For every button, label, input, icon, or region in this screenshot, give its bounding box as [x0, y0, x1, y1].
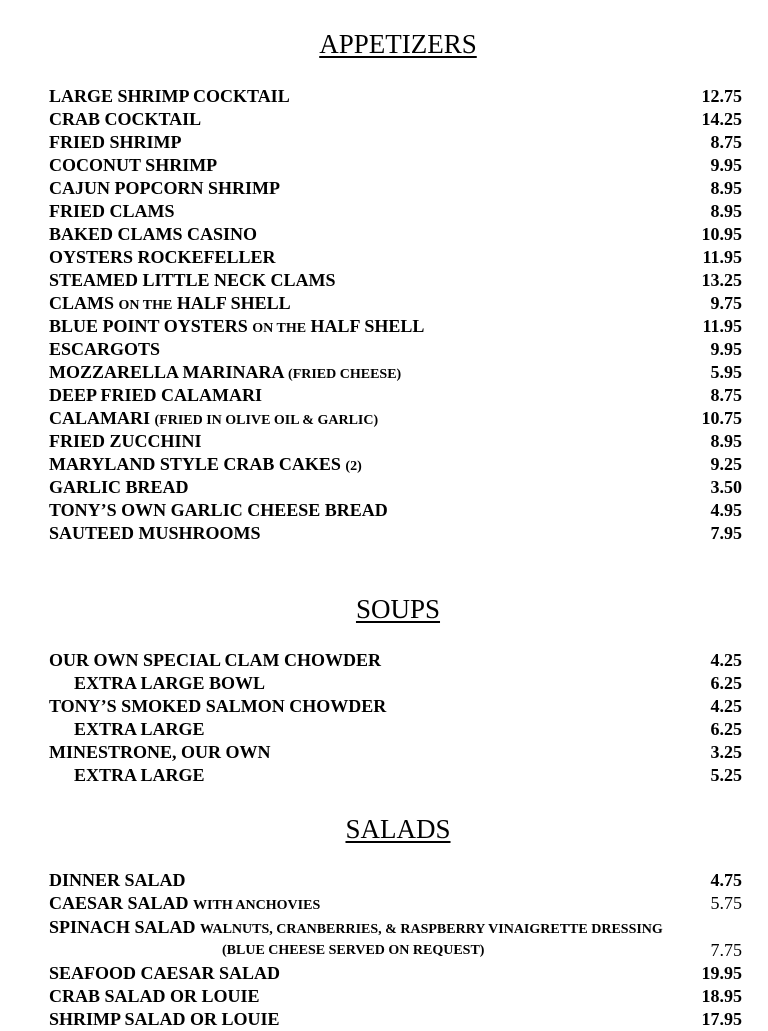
item-name: ESCARGOTS: [49, 339, 161, 359]
menu-item: [49, 869, 742, 892]
item-price: 10.75: [701, 408, 742, 428]
menu-item: [49, 292, 742, 315]
item-price: 9.95: [710, 155, 742, 175]
item-price: 8.75: [710, 132, 742, 152]
item-price: 6.25: [710, 673, 742, 693]
item-name: DINNER SALAD: [49, 870, 186, 890]
item-name: TONY’S OWN GARLIC CHEESE BREAD: [49, 500, 388, 520]
salads-heading: SALADS: [345, 814, 451, 844]
menu-item: [49, 718, 742, 741]
menu-item: [49, 764, 742, 787]
menu-item: [49, 338, 742, 361]
item-name: CRAB SALAD OR LOUIE: [49, 986, 260, 1006]
item-name: CRAB COCKTAIL: [49, 109, 202, 129]
menu-item: [49, 522, 742, 545]
soups-heading: SOUPS: [355, 594, 441, 624]
item-price: 9.95: [710, 339, 742, 359]
item-price: 5.95: [710, 362, 742, 382]
item-name: CAESAR SALAD WITH ANCHOVIES: [49, 893, 321, 913]
menu-item: [49, 407, 742, 430]
menu-item: [49, 177, 742, 200]
item-name: SAUTEED MUSHROOMS: [49, 523, 261, 543]
menu-item: [49, 131, 742, 154]
item-name: STEAMED LITTLE NECK CLAMS: [49, 270, 336, 290]
item-name: GARLIC BREAD: [49, 477, 189, 497]
item-price: 7.75: [710, 940, 742, 960]
item-name: BLUE POINT OYSTERS ON THE HALF SHELL: [49, 316, 425, 336]
item-name: SPINACH SALAD WALNUTS, CRANBERRIES, & RASPBERRY VINAIGRETTE DRESSING: [49, 917, 663, 937]
menu-item: [49, 223, 742, 246]
item-name: CAJUN POPCORN SHRIMP: [49, 178, 280, 198]
item-name: EXTRA LARGE: [74, 719, 205, 739]
item-name: MOZZARELLA MARINARA (FRIED CHEESE): [49, 362, 402, 382]
menu-item: [49, 85, 742, 108]
item-price: 3.50: [710, 477, 742, 497]
item-price: 8.95: [710, 201, 742, 221]
item-price: 8.95: [710, 431, 742, 451]
menu-item: [49, 985, 742, 1008]
menu-item: [49, 1008, 742, 1031]
menu-item: [49, 246, 742, 269]
item-price: 18.95: [701, 986, 742, 1006]
item-price: 6.25: [710, 719, 742, 739]
item-price: 19.95: [701, 963, 742, 983]
item-price: 9.75: [710, 293, 742, 313]
menu-item: [49, 962, 742, 985]
item-price: 11.95: [702, 316, 742, 336]
item-price: 5.75: [710, 893, 742, 913]
item-name: EXTRA LARGE BOWL: [74, 673, 266, 693]
item-price: 4.95: [710, 500, 742, 520]
appetizers-heading: APPETIZERS: [319, 29, 477, 59]
item-price: 7.95: [710, 523, 742, 543]
item-price: 4.25: [710, 650, 742, 670]
menu-item: [49, 315, 742, 338]
item-price: 4.75: [710, 870, 742, 890]
item-price: 3.25: [710, 742, 742, 762]
menu-item: [49, 499, 742, 522]
item-price: 14.25: [701, 109, 742, 129]
menu-item: [49, 916, 742, 939]
menu-item: [49, 200, 742, 223]
item-price: 12.75: [701, 86, 742, 106]
item-name: COCONUT SHRIMP: [49, 155, 218, 175]
item-price: 9.25: [710, 454, 742, 474]
menu-item: [49, 476, 742, 499]
item-price: 4.25: [710, 696, 742, 716]
menu-item: [49, 695, 742, 718]
item-price: 11.95: [702, 247, 742, 267]
item-price: 8.95: [710, 178, 742, 198]
item-name: FRIED CLAMS: [49, 201, 175, 221]
item-name: SHRIMP SALAD OR LOUIE: [49, 1009, 280, 1029]
item-name: CALAMARI (FRIED IN OLIVE OIL & GARLIC): [49, 408, 379, 428]
item-name: SEAFOOD CAESAR SALAD: [49, 963, 281, 983]
item-name: DEEP FRIED CALAMARI: [49, 385, 263, 405]
item-name: EXTRA LARGE: [74, 765, 205, 785]
item-name: FRIED SHRIMP: [49, 132, 182, 152]
menu-item: [49, 108, 742, 131]
menu-item: [49, 892, 742, 915]
item-price: 17.95: [701, 1009, 742, 1029]
item-name: OYSTERS ROCKEFELLER: [49, 247, 276, 267]
item-name: CLAMS ON THE HALF SHELL: [49, 293, 291, 313]
menu-item: [49, 741, 742, 764]
item-name: MARYLAND STYLE CRAB CAKES (2): [49, 454, 362, 474]
item-note: (BLUE CHEESE SERVED ON REQUEST): [222, 943, 485, 958]
item-price: 8.75: [710, 385, 742, 405]
item-name: BAKED CLAMS CASINO: [49, 224, 258, 244]
menu-item: [49, 361, 742, 384]
item-price: 13.25: [701, 270, 742, 290]
item-name: FRIED ZUCCHINI: [49, 431, 202, 451]
item-name: LARGE SHRIMP COCKTAIL: [49, 86, 290, 106]
menu-item: [49, 384, 742, 407]
menu-item: [49, 649, 742, 672]
menu-item: [49, 672, 742, 695]
item-name: TONY’S SMOKED SALMON CHOWDER: [49, 696, 387, 716]
item-price: 10.95: [701, 224, 742, 244]
menu-item: [49, 269, 742, 292]
item-name: MINESTRONE, OUR OWN: [49, 742, 271, 762]
item-name: OUR OWN SPECIAL CLAM CHOWDER: [49, 650, 382, 670]
item-price: 5.25: [710, 765, 742, 785]
menu-item: [49, 453, 742, 476]
menu-item: [49, 430, 742, 453]
menu-item: [49, 154, 742, 177]
